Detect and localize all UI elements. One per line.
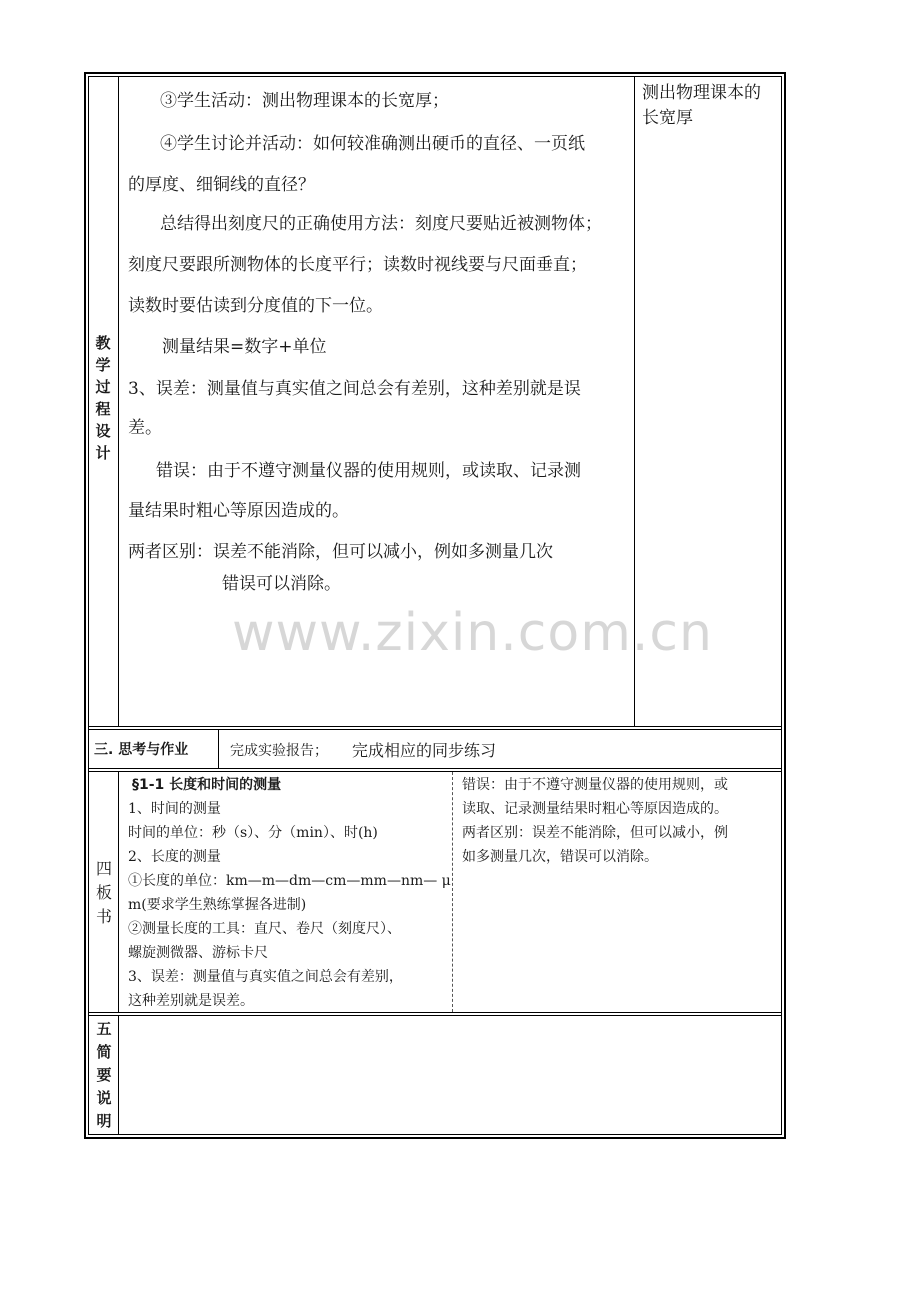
border-bottom-inner bbox=[88, 1134, 782, 1135]
teaching-process-label bbox=[93, 332, 113, 464]
col-sep-label-row4 bbox=[118, 1015, 119, 1135]
teaching-line: ④学生讨论并活动：如何较准确测出硬币的直径、一页纸 bbox=[160, 134, 585, 154]
watermark: www.zixin.com.cn bbox=[232, 603, 713, 663]
label-char: 说 bbox=[96, 1089, 112, 1107]
row-sep-1a bbox=[88, 726, 782, 727]
label-char: 明 bbox=[96, 1112, 112, 1130]
teaching-line: ③学生活动：测出物理课本的长宽厚； bbox=[160, 91, 449, 111]
teaching-line: 刻度尺要跟所测物体的长度平行；读数时视线要与尺面垂直； bbox=[128, 255, 587, 275]
label-char: 五 bbox=[96, 1020, 112, 1038]
brief-notes-label bbox=[94, 1018, 114, 1133]
label-char: 要 bbox=[96, 1066, 112, 1084]
label-char: 学 bbox=[95, 356, 111, 374]
teaching-line: 量结果时粗心等原因造成的。 bbox=[128, 501, 349, 521]
border-top bbox=[84, 72, 786, 74]
label-char: 设 bbox=[95, 422, 111, 440]
border-left-inner bbox=[88, 76, 89, 1135]
label-char: 书 bbox=[95, 907, 112, 926]
col-sep-board-dashed bbox=[452, 772, 453, 1012]
board-line: 读取、记录测量结果时粗心等原因造成的。 bbox=[462, 801, 728, 817]
homework-item: 完成实验报告； bbox=[230, 743, 328, 759]
homework-label: 三. 思考与作业 bbox=[94, 742, 189, 758]
row-sep-2b bbox=[88, 771, 782, 772]
teaching-line: 3、误差：测量值与真实值之间总会有差别，这种差别就是误 bbox=[128, 379, 581, 399]
label-char: 板 bbox=[95, 883, 112, 902]
teaching-line: 的厚度、细铜线的直径？ bbox=[128, 175, 315, 195]
board-line: ②测量长度的工具：直尺、卷尺（刻度尺）、 bbox=[128, 921, 401, 937]
board-line: m(要求学生熟练掌握各进制) bbox=[128, 897, 307, 913]
board-line: 这种差别就是误差。 bbox=[128, 993, 254, 1009]
teaching-line: 读数时要估读到分度值的下一位。 bbox=[128, 296, 383, 316]
board-title: §1-1 长度和时间的测量 bbox=[132, 777, 282, 793]
teaching-line: 错误：由于不遵守测量仪器的使用规则，或读取、记录测 bbox=[156, 461, 581, 481]
board-line: 1、时间的测量 bbox=[128, 801, 221, 817]
col-sep-label-row1 bbox=[118, 76, 119, 726]
label-char: 计 bbox=[95, 444, 111, 462]
row-sep-2a bbox=[88, 768, 782, 769]
label-char: 四 bbox=[95, 859, 112, 878]
teaching-line: 两者区别：误差不能消除，但可以减小，例如多测量几次 bbox=[128, 542, 553, 562]
board-line: 如多测量几次，错误可以消除。 bbox=[462, 849, 658, 865]
note-line: 测出物理课本的 bbox=[642, 83, 761, 103]
board-line: 螺旋测微器、游标卡尺 bbox=[128, 945, 268, 961]
note-line: 长宽厚 bbox=[642, 108, 693, 128]
homework-item: 完成相应的同步练习 bbox=[352, 741, 497, 760]
border-bottom bbox=[84, 1137, 786, 1139]
row-sep-1b bbox=[88, 729, 782, 730]
teaching-line: 总结得出刻度尺的正确使用方法：刻度尺要贴近被测物体； bbox=[160, 214, 602, 234]
teaching-line: 差。 bbox=[128, 418, 162, 438]
label-char: 程 bbox=[95, 400, 111, 418]
teaching-line: 测量结果=数字+单位 bbox=[162, 337, 327, 357]
row-sep-3b bbox=[88, 1015, 782, 1016]
board-line: 2、长度的测量 bbox=[128, 849, 221, 865]
border-left bbox=[84, 72, 86, 1139]
board-line: 时间的单位：秒（s）、分（min）、时(h) bbox=[128, 825, 378, 841]
board-line: 3、误差：测量值与真实值之间总会有差别， bbox=[128, 969, 403, 985]
border-right-inner bbox=[781, 76, 782, 1135]
teaching-line: 错误可以消除。 bbox=[222, 574, 341, 594]
board-line: ①长度的单位：km—m—dm—cm—mm—nm— μ bbox=[128, 873, 451, 889]
board-line: 两者区别：误差不能消除，但可以减小，例 bbox=[462, 825, 728, 841]
col-sep-label-row3 bbox=[118, 771, 119, 1013]
col-sep-row2 bbox=[218, 729, 219, 769]
label-char: 教 bbox=[95, 334, 111, 352]
label-char: 过 bbox=[95, 378, 111, 396]
board-line: 错误：由于不遵守测量仪器的使用规则，或 bbox=[462, 777, 728, 793]
border-right bbox=[784, 72, 786, 1139]
label-char: 简 bbox=[96, 1043, 112, 1061]
border-top-inner bbox=[88, 76, 782, 77]
board-label bbox=[94, 857, 114, 929]
